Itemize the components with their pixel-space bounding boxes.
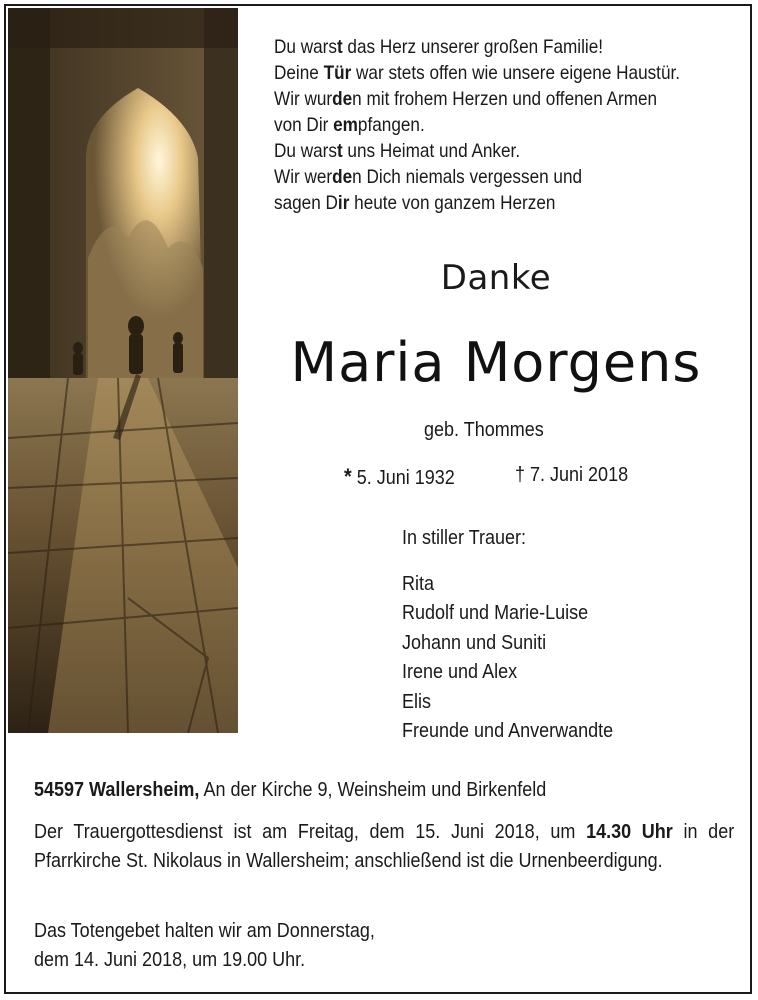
mourner-name: Elis: [402, 690, 432, 713]
obituary-frame: [4, 4, 752, 994]
poem-line: Du warst uns Heimat und Anker.: [274, 140, 521, 162]
poem-line: Wir werden Dich niemals vergessen und: [274, 166, 583, 188]
mourner-name: Rudolf und Marie-Luise: [402, 602, 589, 624]
birth-name: geb. Thommes: [424, 419, 544, 441]
birth-date: * 5. Juni 1932: [344, 464, 455, 489]
poem-line: Deine Tür war stets offen wie unsere eigene Haustür.: [274, 62, 681, 84]
mourner-name: Freunde und Anverwandte: [402, 720, 614, 742]
poem-line: Du warst das Herz unserer großen Familie!: [274, 36, 604, 58]
birth-symbol: *: [344, 464, 352, 489]
thanks-heading: Danke: [440, 258, 552, 298]
prayer-line-2: dem 14. Juni 2018, um 19.00 Uhr.: [34, 948, 306, 971]
poem-line: von Dir empfangen.: [274, 114, 425, 136]
archway-photo: [8, 8, 238, 733]
death-date: † 7. Juni 2018: [515, 464, 629, 486]
mourner-name: Johann und Suniti: [402, 631, 547, 654]
poem: [274, 34, 688, 216]
mourners-intro: In stiller Trauer:: [402, 527, 527, 549]
mourners-list: [402, 524, 613, 747]
poem-line: Wir wurden mit frohem Herzen und offenen Armen: [274, 88, 658, 110]
poem-line: sagen Dir heute von ganzem Herzen: [274, 192, 556, 214]
address-line: 54597 Wallersheim, An der Kirche 9, Weinsheim und Birkenfeld: [34, 779, 547, 801]
mourner-name: Rita: [402, 572, 435, 595]
service-notice: Der Trauergottesdienst ist am Freitag, dem 15. Juni 2018, um 14.30 Uhr in der Pfarrkirche St. Nikolaus in Wallersheim; anschließend ist die Urnenbeerdigung.: [34, 821, 735, 872]
mourner-name: Irene und Alex: [402, 661, 518, 683]
deceased-name: Maria Morgens: [290, 331, 702, 394]
prayer-line-1: Das Totengebet halten wir am Donnerstag,: [34, 920, 375, 942]
prayer-notice: [34, 917, 664, 974]
